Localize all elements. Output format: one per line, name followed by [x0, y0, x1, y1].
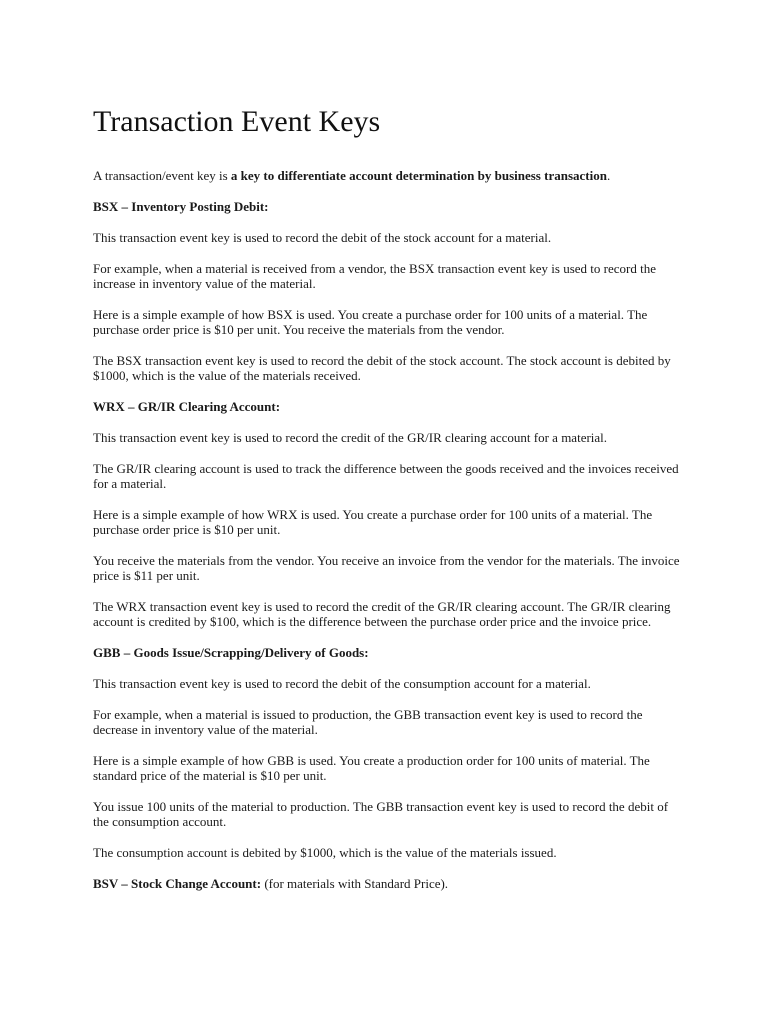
bsv-heading-note: (for materials with Standard Price).	[261, 876, 449, 891]
intro-paragraph	[93, 168, 685, 183]
intro-text-end: .	[606, 168, 611, 183]
bsv-heading-bold: BSV – Stock Change Account:	[93, 876, 262, 891]
paragraph: You issue 100 units of the material to production. The GBB transaction event key is used to record the debit of the consumption account.	[93, 799, 669, 829]
paragraph: The WRX transaction event key is used to record the credit of the GR/IR clearing account. The GR/IR clearing account is credited by $100, which is the difference between the purchase order price and the invoice price.	[93, 599, 671, 629]
paragraph: Here is a simple example of how GBB is used. You create a production order for 100 units of material. The standard price of the material is $10 per unit.	[93, 753, 650, 783]
section-heading-bsv	[93, 876, 685, 891]
section-heading-bsx: BSX – Inventory Posting Debit:	[93, 199, 269, 214]
paragraph: This transaction event key is used to record the debit of the consumption account for a material.	[93, 676, 591, 691]
paragraph: You receive the materials from the vendor. You receive an invoice from the vendor for the materials. The invoice price is $11 per unit.	[93, 553, 680, 583]
paragraph: The BSX transaction event key is used to record the debit of the stock account. The stock account is debited by $1000, which is the value of the materials received.	[93, 353, 671, 383]
paragraph: The consumption account is debited by $1000, which is the value of the materials issued.	[93, 845, 557, 860]
paragraph: This transaction event key is used to record the credit of the GR/IR clearing account for a material.	[93, 430, 608, 445]
paragraph: For example, when a material is issued to production, the GBB transaction event key is used to record the decrease in inventory value of the material.	[93, 707, 643, 737]
paragraph: The GR/IR clearing account is used to track the difference between the goods received and the invoices received for a material.	[93, 461, 679, 491]
paragraph: For example, when a material is received from a vendor, the BSX transaction event key is used to record the increase in inventory value of the material.	[93, 261, 656, 291]
section-heading-wrx: WRX – GR/IR Clearing Account:	[93, 399, 281, 414]
intro-bold-definition: a key to differentiate account determination by business transaction	[230, 168, 607, 183]
document-title: Transaction Event Keys	[93, 105, 381, 138]
paragraph: Here is a simple example of how WRX is used. You create a purchase order for 100 units of a material. The purchase order price is $10 per unit.	[93, 507, 653, 537]
paragraph: This transaction event key is used to record the debit of the stock account for a material.	[93, 230, 552, 245]
document-page	[93, 104, 685, 907]
paragraph: Here is a simple example of how BSX is used. You create a purchase order for 100 units of a material. The purchase order price is $10 per unit. You receive the materials from the vendor.	[93, 307, 648, 337]
intro-text-start: A transaction/event key is	[93, 168, 231, 183]
section-heading-gbb: GBB – Goods Issue/Scrapping/Delivery of Goods:	[93, 645, 369, 660]
